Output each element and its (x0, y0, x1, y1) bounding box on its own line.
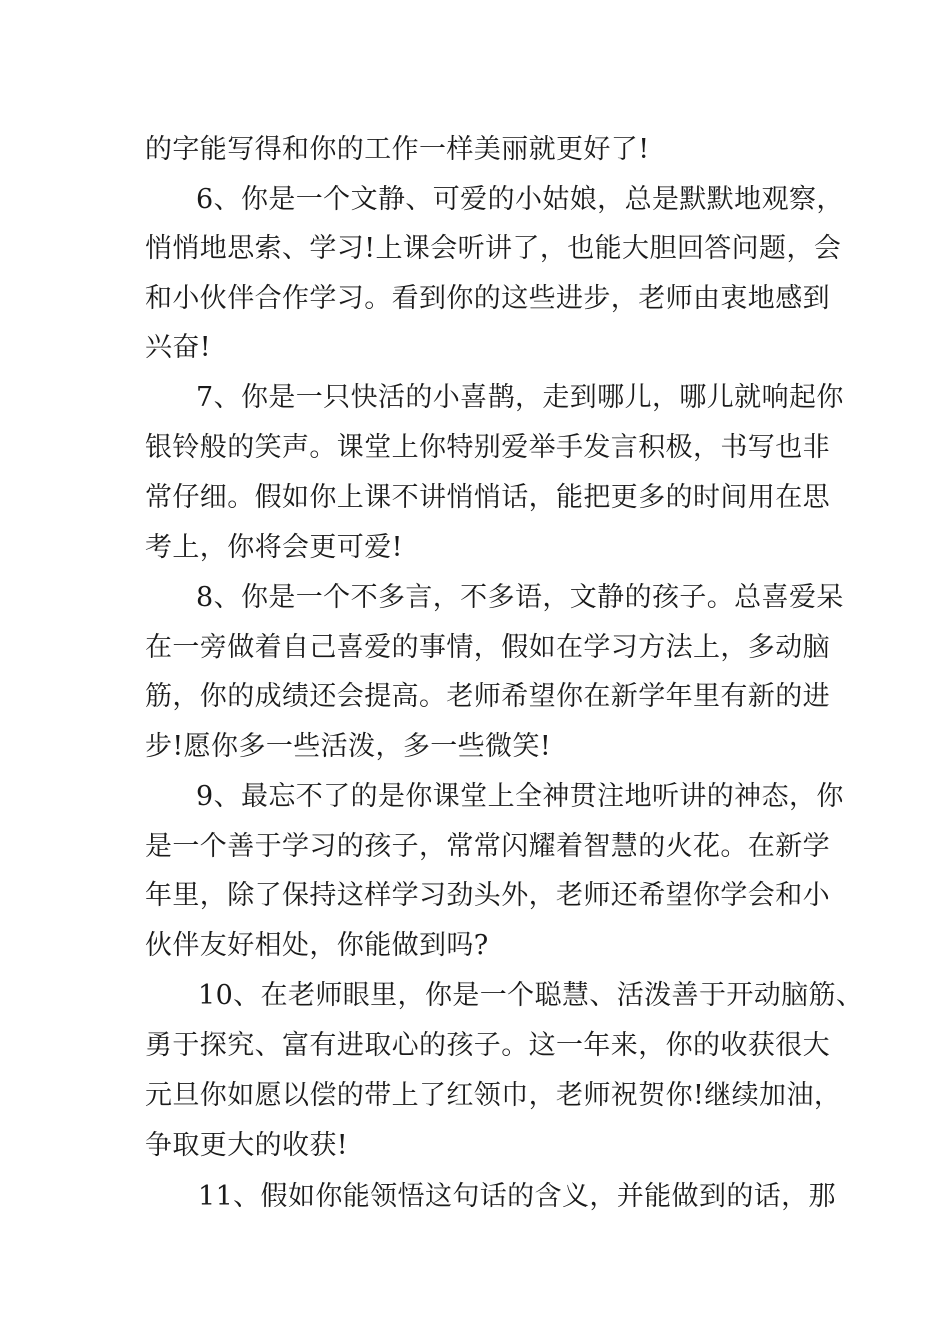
text-line: 常仔细。假如你上课不讲悄悄话，能把更多的时间用在思 (145, 482, 830, 513)
text-line: 步!愿你多一些活泼，多一些微笑! (145, 731, 552, 762)
text-line: 元旦你如愿以偿的带上了红领巾，老师祝贺你!继续加油， (145, 1080, 842, 1111)
text-line: 伙伴友好相处，你能做到吗? (145, 930, 489, 961)
text-line: 兴奋! (145, 332, 212, 363)
text-line: 的字能写得和你的工作一样美丽就更好了! (145, 134, 650, 165)
text-line: 8、你是一个不多言，不多语，文静的孩子。总喜爱呆 (196, 582, 844, 613)
text-line: 考上，你将会更可爱! (145, 532, 403, 563)
text-line: 银铃般的笑声。课堂上你特别爱举手发言积极，书写也非 (145, 432, 830, 463)
text-line: 6、你是一个文静、可爱的小姑娘，总是默默地观察， (196, 184, 844, 215)
text-line: 和小伙伴合作学习。看到你的这些进步，老师由衷地感到 (145, 283, 830, 314)
text-line: 在一旁做着自己喜爱的事情，假如在学习方法上，多动脑 (145, 632, 830, 663)
text-line: 是一个善于学习的孩子，常常闪耀着智慧的火花。在新学 (145, 831, 830, 862)
text-line: 10、在老师眼里，你是一个聪慧、活泼善于开动脑筋、 (198, 980, 864, 1011)
text-line: 11、假如你能领悟这句话的含义，并能做到的话，那 (198, 1181, 836, 1212)
text-line: 年里，除了保持这样学习劲头外，老师还希望你学会和小 (145, 880, 830, 911)
text-line: 9、最忘不了的是你课堂上全神贯注地听讲的神态，你 (196, 781, 844, 812)
text-line: 7、你是一只快活的小喜鹊，走到哪儿，哪儿就响起你 (196, 382, 844, 413)
text-line: 争取更大的收获! (145, 1130, 349, 1161)
text-line: 筋，你的成绩还会提高。老师希望你在新学年里有新的进 (145, 681, 830, 712)
text-line: 勇于探究、富有进取心的孩子。这一年来，你的收获很大 (145, 1030, 830, 1061)
text-line: 悄悄地思索、学习!上课会听讲了，也能大胆回答问题，会 (145, 233, 842, 264)
